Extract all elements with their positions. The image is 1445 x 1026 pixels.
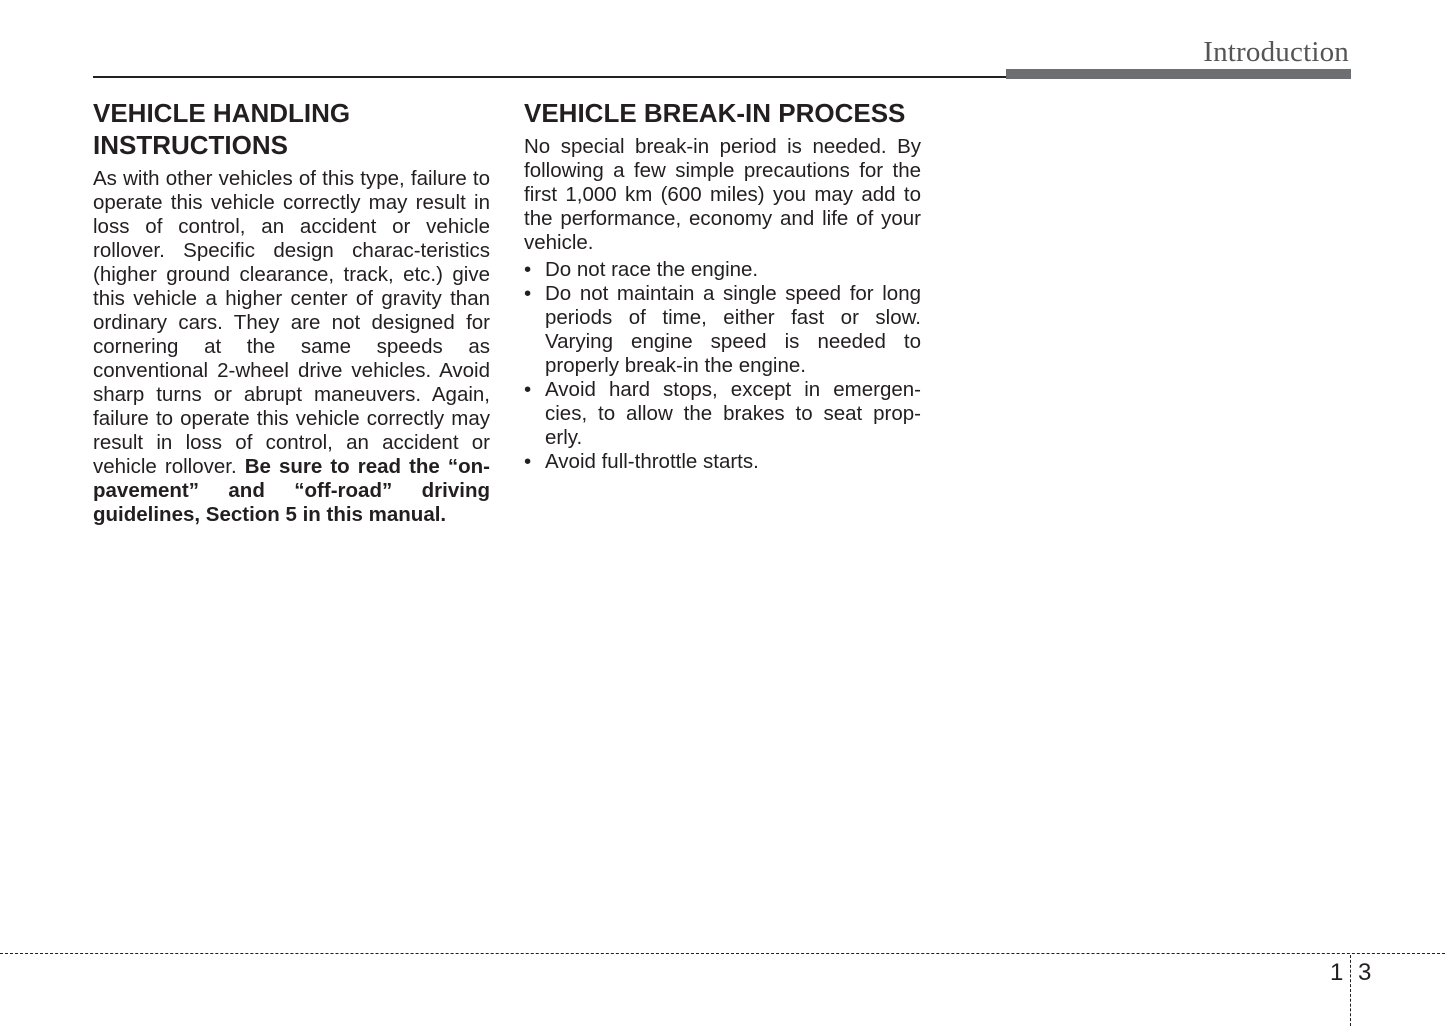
list-item <box>524 378 921 450</box>
vehicle-handling-paragraph <box>93 167 490 527</box>
header-rule-accent <box>1006 69 1351 79</box>
header-rule <box>93 76 1006 78</box>
bullet-icon: • <box>524 450 532 473</box>
list-item-text: Do not race the engine. <box>545 258 759 281</box>
bullet-icon: • <box>524 282 532 305</box>
footer-section-number: 1 <box>1330 959 1344 986</box>
footer-page-number: 3 <box>1358 959 1372 986</box>
left-column <box>93 97 490 527</box>
vehicle-handling-bold-note: Be sure to read the “on-pavement” and “off-road” driving guidelines, Section 5 in this manual. <box>93 455 491 526</box>
list-item-text: Do not maintain a single speed for long periods of time, either fast or slow. Varying engine speed is needed to properly break-in the engine. <box>545 282 921 377</box>
list-item <box>524 282 921 378</box>
list-item <box>524 258 921 282</box>
bullet-icon: • <box>524 258 532 281</box>
page-section-title: Introduction <box>1203 36 1349 68</box>
footer-dashed-rule <box>0 953 1445 954</box>
vehicle-handling-text: As with other vehicles of this type, failure to operate this vehicle correctly may result in loss of control, an accident or vehicle rollover. Specific design charac-teristics (higher ground clearance, track, etc.) give this vehicle a higher center of gravity than ordinary cars. They are not designed for cornering at the same speeds as conventional 2-wheel drive vehicles. Avoid sharp turns or abrupt maneuvers. Again, failure to operate this vehicle correctly may result in loss of control, an accident or vehicle rollover. <box>93 167 490 478</box>
footer-page-divider <box>1350 955 1351 1026</box>
break-in-paragraph: No special break-in period is needed. By following a few simple precautions for the first 1,000 km (600 miles) you may add to the performance, economy and life of your vehicle. <box>524 135 921 254</box>
list-item-text: Avoid hard stops, except in emergen-cies, to allow the brakes to seat prop-erly. <box>545 378 921 449</box>
break-in-bullet-list <box>524 258 921 474</box>
list-item-text: Avoid full-throttle starts. <box>545 450 759 473</box>
break-in-heading: VEHICLE BREAK-IN PROCESS <box>524 98 906 128</box>
list-item <box>524 450 921 474</box>
right-column <box>524 97 921 474</box>
bullet-icon: • <box>524 378 532 401</box>
vehicle-handling-heading: VEHICLE HANDLING INSTRUCTIONS <box>93 98 351 160</box>
